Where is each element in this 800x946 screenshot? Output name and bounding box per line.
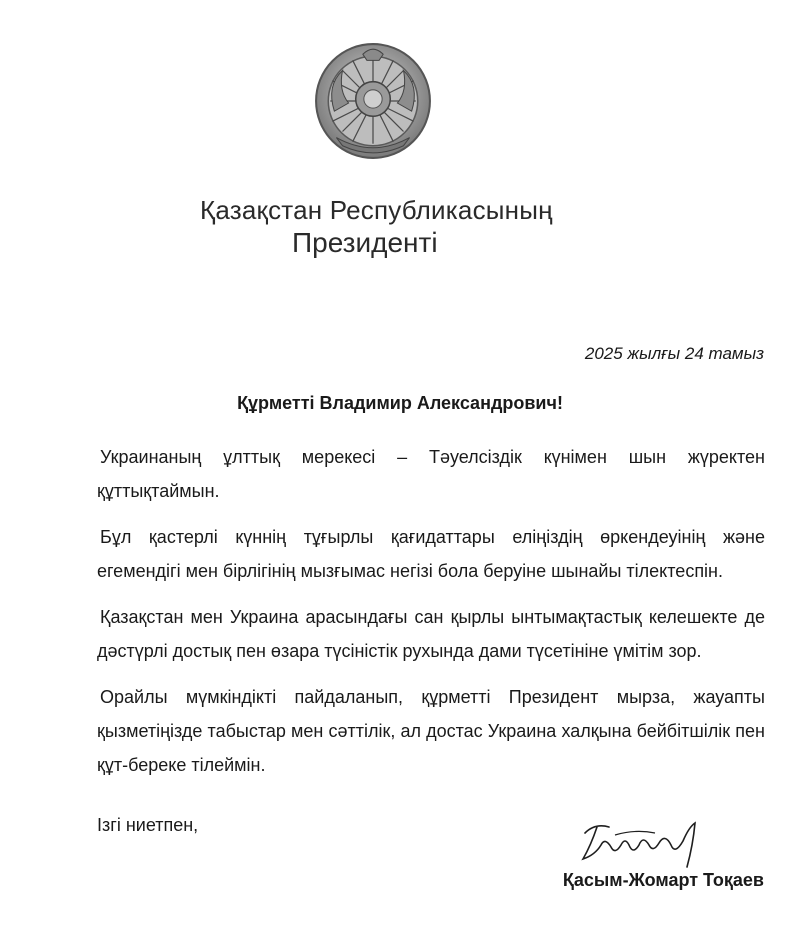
letterhead-line-2: Президенті	[292, 227, 438, 258]
closing-phrase: Ізгі ниетпен,	[97, 815, 199, 835]
signature-icon	[575, 815, 725, 873]
state-emblem-icon	[312, 40, 434, 162]
salutation: Құрметті Владимир Александрович!	[237, 393, 563, 413]
letterhead-line-1: Қазақстан Республикасының	[200, 195, 553, 225]
letter-date: 2025 жылғы 24 тамыз	[584, 344, 764, 363]
paragraph: Орайлы мүмкіндікті пайдаланып, құрметті Президент мырза, жауапты қызметіңізде табыстар мен сәттілік, ал достас Украина халқына бейбітшілік пен құт-береке тілеймін.	[97, 687, 765, 775]
paragraph: Украинаның ұлттық мерекесі – Тәуелсіздік күнімен шын жүректен құттықтаймын.	[97, 447, 765, 501]
paragraph: Бұл қастерлі күннің тұғырлы қағидаттары еліңіздің өркендеуінің және егемендігі мен бірлігінің мызғымас негізі бола беруіне шынайы тілектеспін.	[97, 527, 765, 581]
letterhead	[200, 194, 553, 260]
letter-body	[97, 440, 765, 794]
signer-name: Қасым-Жомарт Тоқаев	[562, 870, 764, 890]
paragraph: Қазақстан мен Украина арасындағы сан қырлы ынтымақтастық келешекте де дәстүрлі достық пен өзара түсіністік рухында дами түсетініне үмітім зор.	[97, 607, 765, 661]
